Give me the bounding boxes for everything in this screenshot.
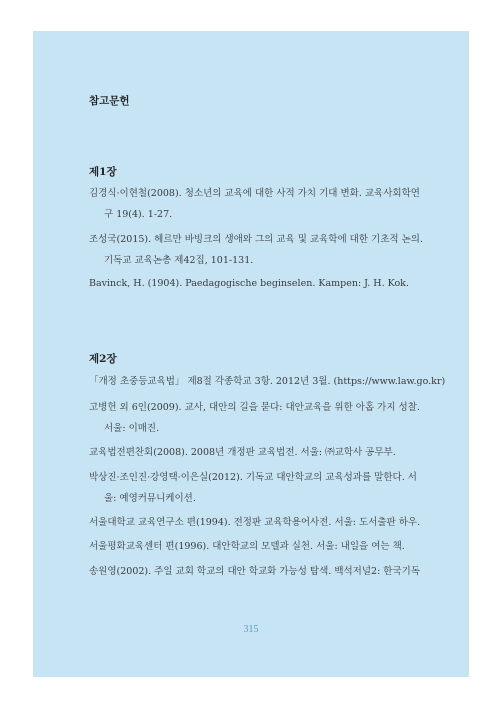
reference-line: 송원영(2002). 주일 교회 학교의 대안 학교화 가능성 탐색. 백석저널2: 한국기독 xyxy=(89,566,421,577)
reference-entry xyxy=(89,512,420,533)
reference-entry xyxy=(89,467,417,509)
reference-continuation: 울: 예영커뮤니케이션. xyxy=(104,493,196,504)
reference-line: 고병헌 외 6인(2009). 교사, 대안의 길을 묻다: 대안교육을 위한 아홉 가지 성찰. xyxy=(89,402,420,413)
reference-continuation: 기독교 교육논총 제42집, 101-131. xyxy=(104,255,254,266)
reference-continuation: 서울: 이매진. xyxy=(104,423,160,434)
reference-entry xyxy=(89,183,420,225)
reference-entry xyxy=(89,371,445,392)
reference-entry xyxy=(89,273,409,294)
reference-line: 김경식·이현철(2008). 청소년의 교육에 대한 사적 가치 기대 변화. 교육사회학연 xyxy=(89,188,420,199)
reference-entry xyxy=(89,561,420,582)
reference-line: 박상진·조인진·강영택·이은실(2012). 기독교 대안학교의 교육성과를 말한다. 서 xyxy=(89,472,417,483)
reference-entry xyxy=(89,397,420,439)
reference-entry xyxy=(89,536,405,557)
reference-entry xyxy=(89,229,423,271)
reference-line: 교육법전편찬회(2008). 2008년 개정판 교육법전. 서울: ㈜교학사 공무부. xyxy=(89,447,396,458)
reference-line: 서울대학교 교육연구소 편(1994). 전정판 교육학용어사전. 서울: 도서출판 하우. xyxy=(89,517,421,528)
book-page xyxy=(33,31,469,677)
reference-line: Bavinck, H. (1904). Paedagogische beginselen. Kampen: J. H. Kok. xyxy=(89,278,409,289)
reference-line: 「개정 초중등교육법」 제8절 각종학교 3항. 2012년 3월. (https://www.law.go.kr) xyxy=(89,376,446,387)
references-title: 참고문헌 xyxy=(89,95,130,107)
page-number: 315 xyxy=(243,624,259,635)
reference-line: 조성국(2015). 헤르만 바빙크의 생애와 그의 교육 및 교육학에 대한 기초적 논의. xyxy=(89,234,423,245)
section-heading-chapter-1: 제1장 xyxy=(89,166,117,178)
reference-continuation: 구 19(4). 1-27. xyxy=(104,209,173,220)
reference-entry xyxy=(89,442,396,463)
reference-line: 서울평화교육센터 편(1996). 대안학교의 모델과 실천. 서울: 내일을 여는 책. xyxy=(89,541,405,552)
section-heading-chapter-2: 제2장 xyxy=(89,353,117,365)
